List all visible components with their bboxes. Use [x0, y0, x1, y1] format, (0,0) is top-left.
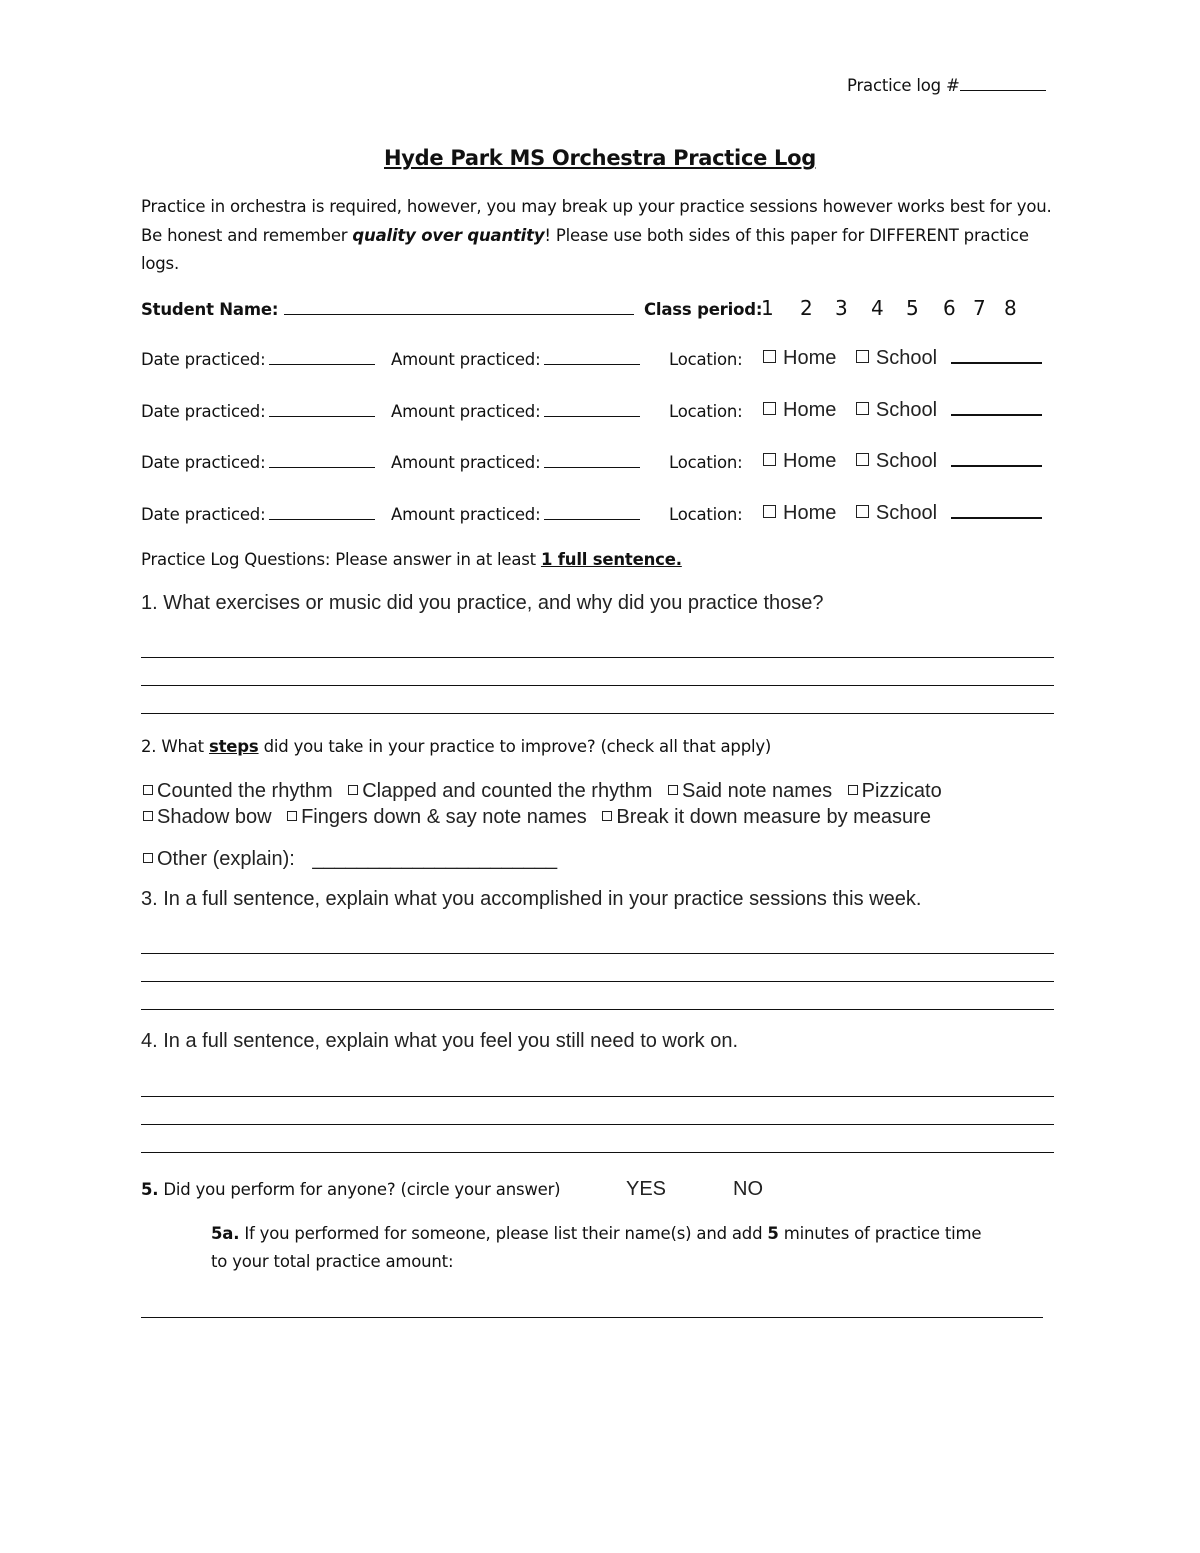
class-period-row — [644, 300, 762, 319]
answer-line[interactable] — [141, 1096, 1054, 1097]
question-5a-text-1: If you performed for someone, please list their name(s) and add — [239, 1224, 768, 1243]
step-checkbox[interactable] — [668, 785, 678, 795]
amount-practiced-field[interactable] — [544, 415, 640, 417]
question-2-emphasis: steps — [209, 737, 259, 756]
answer-line[interactable] — [141, 1152, 1054, 1153]
location-options — [763, 502, 1042, 525]
location-other-field[interactable] — [951, 414, 1042, 416]
location-label: Location: — [669, 505, 743, 524]
intro-emphasis: quality over quantity — [352, 225, 545, 245]
student-name-row — [141, 300, 634, 319]
location — [669, 505, 743, 524]
step-option-label: Said note names — [681, 780, 833, 802]
question-5a-line-2: to your total practice amount: — [211, 1252, 454, 1271]
step-checkbox[interactable] — [348, 785, 358, 795]
question-5a-line-1 — [211, 1224, 981, 1243]
home-label: Home — [783, 502, 837, 524]
location — [669, 453, 743, 472]
period-option-2[interactable]: 2 — [800, 296, 813, 320]
class-period-label: Class period: — [644, 300, 763, 319]
answer-no[interactable]: NO — [733, 1178, 763, 1200]
answer-line[interactable] — [141, 713, 1054, 714]
step-option-label: Break it down measure by measure — [616, 806, 931, 828]
home-checkbox[interactable] — [763, 453, 776, 466]
school-label: School — [875, 399, 938, 421]
date-practiced-field[interactable] — [269, 415, 375, 417]
period-option-8[interactable]: 8 — [1004, 296, 1017, 320]
answer-line[interactable] — [141, 1124, 1054, 1125]
period-option-7[interactable]: 7 — [973, 296, 986, 320]
question-2 — [141, 737, 771, 756]
question-2-suffix: did you take in your practice to improve? (check all that apply) — [258, 737, 772, 756]
location-other-field[interactable] — [951, 465, 1042, 467]
school-checkbox[interactable] — [856, 402, 869, 415]
step-option-label: Shadow bow — [157, 806, 272, 828]
question-4: 4. In a full sentence, explain what you feel you still need to work on. — [141, 1030, 739, 1052]
step-other-label: Other (explain): — [157, 848, 295, 870]
location-label: Location: — [669, 350, 743, 369]
location-other-field[interactable] — [951, 362, 1042, 364]
intro-paragraph — [141, 193, 1061, 279]
amount-practiced-label: Amount practiced: — [391, 350, 541, 369]
location-options — [763, 450, 1042, 473]
home-checkbox[interactable] — [763, 350, 776, 363]
amount-practiced-field[interactable] — [544, 518, 640, 520]
question-5a-number: 5a. — [211, 1224, 240, 1243]
location-options — [763, 399, 1042, 422]
location-label: Location: — [669, 402, 743, 421]
school-label: School — [875, 450, 938, 472]
date-practiced-field[interactable] — [269, 466, 375, 468]
step-checkbox[interactable] — [143, 811, 153, 821]
step-checkbox[interactable] — [848, 785, 858, 795]
answer-line[interactable] — [141, 657, 1054, 658]
question-5a-text-2: minutes of practice time — [778, 1224, 982, 1243]
location-other-field[interactable] — [951, 517, 1042, 519]
school-label: School — [875, 347, 938, 369]
answer-line[interactable] — [141, 685, 1054, 686]
step-checkbox[interactable] — [143, 853, 153, 863]
period-option-5[interactable]: 5 — [906, 296, 919, 320]
question-3: 3. In a full sentence, explain what you accomplished in your practice sessions this week. — [141, 888, 922, 910]
step-checkbox[interactable] — [602, 811, 612, 821]
intro-text-2: ! Please use both sides of this paper for DIFFERENT practice logs. — [141, 225, 1029, 273]
home-checkbox[interactable] — [763, 505, 776, 518]
questions-intro-text: Practice Log Questions: Please answer in at least — [141, 550, 541, 569]
date-practiced-label: Date practiced: — [141, 350, 266, 369]
school-checkbox[interactable] — [856, 453, 869, 466]
amount-practiced-label: Amount practiced: — [391, 402, 541, 421]
school-checkbox[interactable] — [856, 505, 869, 518]
period-option-4[interactable]: 4 — [871, 296, 884, 320]
page-title: Hyde Park MS Orchestra Practice Log — [384, 146, 816, 170]
answer-line[interactable] — [141, 1317, 1043, 1318]
step-options-row-2 — [143, 806, 931, 829]
period-option-1[interactable]: 1 — [761, 296, 774, 320]
answer-line[interactable] — [141, 1009, 1054, 1010]
question-5-text: Did you perform for anyone? (circle your answer) — [158, 1180, 561, 1199]
date-practiced-label: Date practiced: — [141, 402, 266, 421]
amount-practiced-field[interactable] — [544, 363, 640, 365]
location-label: Location: — [669, 453, 743, 472]
question-5 — [141, 1180, 560, 1199]
amount-practiced — [391, 453, 640, 472]
step-checkbox[interactable] — [287, 811, 297, 821]
answer-yes[interactable]: YES — [626, 1178, 667, 1200]
step-option-label: Pizzicato — [861, 780, 942, 802]
questions-intro-emphasis: 1 full sentence. — [540, 550, 682, 569]
practice-log-number — [847, 76, 1046, 95]
student-name-label: Student Name: — [141, 300, 279, 319]
step-other-field[interactable]: ______________________ — [312, 848, 558, 870]
amount-practiced-label: Amount practiced: — [391, 453, 541, 472]
practice-row — [141, 505, 375, 524]
period-option-3[interactable]: 3 — [835, 296, 848, 320]
location — [669, 350, 743, 369]
amount-practiced-field[interactable] — [544, 466, 640, 468]
amount-practiced — [391, 350, 640, 369]
practice-log-number-label: Practice log # — [847, 76, 960, 95]
question-5-number: 5. — [141, 1180, 159, 1199]
step-option-label: Fingers down & say note names — [301, 806, 587, 828]
location — [669, 402, 743, 421]
intro-text-1: Practice in orchestra is required, however, you may break up your practice sessions however works best for you. Be honest and remember — [141, 197, 1052, 245]
answer-line[interactable] — [141, 981, 1054, 982]
step-checkbox[interactable] — [143, 785, 153, 795]
date-practiced-field[interactable] — [269, 363, 375, 365]
date-practiced-label: Date practiced: — [141, 453, 266, 472]
step-options-row-1 — [143, 780, 942, 803]
home-label: Home — [783, 347, 837, 369]
period-option-6[interactable]: 6 — [943, 296, 956, 320]
answer-line[interactable] — [141, 953, 1054, 954]
step-option-label: Clapped and counted the rhythm — [362, 780, 653, 802]
amount-practiced — [391, 505, 640, 524]
home-label: Home — [783, 399, 837, 421]
student-name-field[interactable] — [284, 313, 634, 315]
school-checkbox[interactable] — [856, 350, 869, 363]
date-practiced-field[interactable] — [269, 518, 375, 520]
home-label: Home — [783, 450, 837, 472]
amount-practiced — [391, 402, 640, 421]
step-option-label: Counted the rhythm — [157, 780, 333, 802]
practice-row — [141, 402, 375, 421]
amount-practiced-label: Amount practiced: — [391, 505, 541, 524]
step-other-row — [143, 848, 557, 871]
practice-log-number-blank[interactable] — [960, 89, 1046, 91]
practice-row — [141, 350, 375, 369]
location-options — [763, 347, 1042, 370]
home-checkbox[interactable] — [763, 402, 776, 415]
question-5a-bold: 5 — [767, 1224, 779, 1243]
date-practiced-label: Date practiced: — [141, 505, 266, 524]
questions-intro — [141, 550, 682, 569]
school-label: School — [875, 502, 938, 524]
question-1: 1. What exercises or music did you practice, and why did you practice those? — [141, 592, 824, 614]
practice-row — [141, 453, 375, 472]
question-2-prefix: 2. What — [141, 737, 209, 756]
